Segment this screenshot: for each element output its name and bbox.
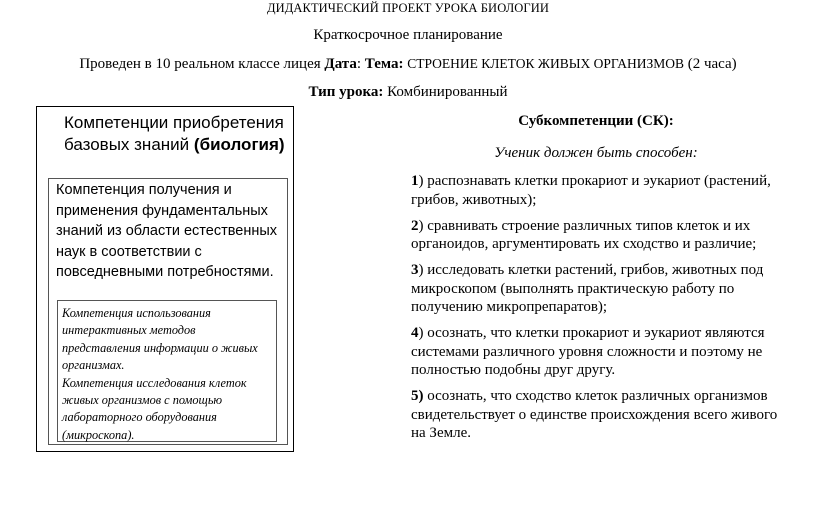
theme-label: Тема: [364,56,404,72]
conducted-text: Проведен в 10 реальном классе лицея [79,56,321,72]
competencies-middle-text: Компетенция получения и применения фундаментальных знаний из области естественных наук в соответствии с повседневными потребностями. [56,182,278,280]
item-text: ) распознавать клетки прокариот и эукариот (растений, грибов, животных); [411,173,771,208]
item-number: 3 [411,262,419,278]
date-colon: : [356,56,362,72]
lesson-type-label: Тип урока: [308,84,384,100]
list-item [411,172,791,209]
planning-title: Краткосрочное планирование [313,27,503,43]
outer-title-text: Компетенции приобретения базовых знаний [64,113,284,154]
date-label: Дата [324,56,357,72]
lesson-info-line [0,56,816,73]
lesson-type-value: Комбинированный [387,84,508,100]
inner-competency-1: Компетенция использования интерактивных методов представления информации о живых организмах. [62,306,258,373]
list-item [411,217,791,254]
list-item [411,387,791,443]
lesson-type-line [0,84,816,101]
subcompetencies-lead: Ученик должен быть способен: [494,145,698,161]
inner-competency-2: Компетенция исследования клеток живых организмов с помощью лабораторного оборудования (микроскопа). [62,375,247,442]
item-number: 5) [411,388,424,404]
theme-value: СТРОЕНИЕ КЛЕТОК ЖИВЫХ ОРГАНИЗМОВ [407,56,684,71]
project-title: ДИДАКТИЧЕСКИЙ ПРОЕКТ УРОКА БИОЛОГИИ [267,1,549,15]
competencies-outer-title [64,112,289,156]
item-text: ) исследовать клетки растений, грибов, животных под микроскопом (выполнять практическую работу по получению микропрепаратов); [411,262,764,315]
item-text: ) сравнивать строение различных типов клеток и их органоидов, аргументировать их сходство и различие; [411,217,757,252]
theme-hours: (2 часа) [687,56,737,72]
list-item [411,261,791,317]
item-text: ) осознать, что клетки прокариот и эукариот являются системами различного уровня сложности и поэтому не полностью подобны друг другу. [411,325,765,378]
item-number: 1 [411,173,419,189]
outer-title-bold: (биология) [193,135,285,154]
competencies-inner-text [62,305,272,444]
item-text: осознать, что сходство клеток различных организмов свидетельствует о единстве происхождения всего живого на Земле. [411,388,778,441]
item-number: 2 [411,217,419,234]
list-item [411,324,791,380]
item-number: 4 [411,325,419,341]
subcompetencies-title: Субкомпетенции (СК): [518,113,674,129]
subcompetencies-list [411,172,791,450]
